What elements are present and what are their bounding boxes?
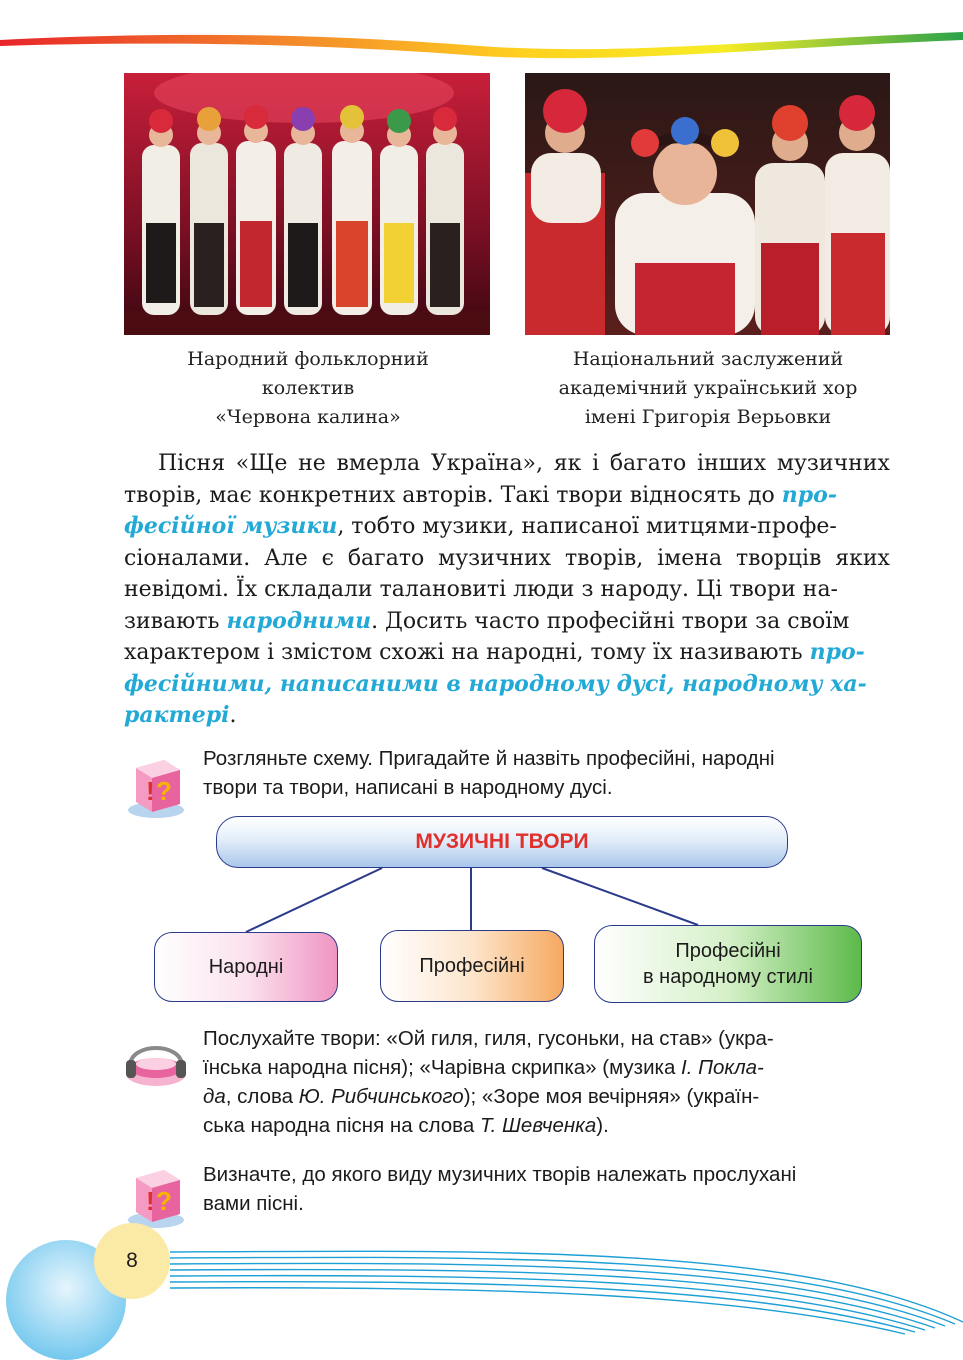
node-line: Професійні bbox=[675, 940, 781, 962]
paragraph-line bbox=[124, 606, 890, 638]
word: Україна», bbox=[430, 451, 544, 476]
paragraph-line bbox=[124, 543, 890, 575]
task-line bbox=[203, 1053, 893, 1082]
term-folk-style: про- bbox=[809, 639, 865, 665]
paragraph-line bbox=[124, 669, 890, 701]
task-look-at-scheme bbox=[203, 744, 893, 802]
word: є bbox=[321, 545, 334, 571]
word: імена bbox=[657, 545, 723, 571]
caption-left-line: Народний фольклорний bbox=[187, 348, 429, 370]
svg-text:!: ! bbox=[146, 776, 155, 806]
scheme-node-folk: Народні bbox=[154, 932, 338, 1002]
text: , тобто музики, написаної митцями-профе- bbox=[337, 514, 837, 539]
task-listen bbox=[203, 1024, 893, 1140]
word: вмерла bbox=[336, 451, 421, 476]
paragraph-line bbox=[124, 700, 890, 732]
paragraph-line bbox=[124, 448, 890, 480]
headphones-icon bbox=[124, 1030, 188, 1100]
text: , слова bbox=[225, 1085, 299, 1108]
word: багато bbox=[609, 451, 687, 476]
term-professional-music: про- bbox=[781, 481, 837, 508]
word: і bbox=[592, 451, 600, 476]
caption-left-line: «Червона калина» bbox=[215, 406, 401, 428]
word: яких bbox=[835, 545, 890, 571]
caption-right-line: Національний заслужений bbox=[572, 348, 844, 370]
task-line: твори та твори, написані в народному дусі. bbox=[203, 776, 613, 799]
text: . Досить часто професійні твори за своїм bbox=[371, 608, 850, 634]
task-line: Послухайте твори: «Ой гиля, гиля, гусоньки, на став» (укра- bbox=[203, 1027, 774, 1050]
node-line: в народному стилі bbox=[643, 966, 813, 988]
word: не bbox=[298, 451, 326, 476]
paragraph-line: невідомі. Їх складали талановиті люди з народу. Ці твори на- bbox=[124, 577, 838, 602]
text: ська народна пісня на слова bbox=[203, 1114, 480, 1137]
page-number: 8 bbox=[126, 1249, 138, 1272]
caption-right-line: імені Григорія Верьовки bbox=[584, 406, 832, 428]
scheme-node-professional-folk-style bbox=[594, 925, 862, 1003]
word: як bbox=[553, 451, 582, 476]
photo-veryovka-choir bbox=[525, 73, 890, 335]
word: Але bbox=[264, 545, 308, 571]
word: сіоналами. bbox=[124, 545, 251, 571]
term-folk: народними bbox=[226, 607, 372, 634]
text: творів, має конкретних авторів. Такі твори відносять до bbox=[124, 482, 782, 508]
top-rainbow-band bbox=[0, 0, 963, 60]
task-line bbox=[203, 1082, 893, 1111]
photo-chervona-kalyna bbox=[124, 73, 490, 335]
word: багато bbox=[347, 545, 425, 571]
word: «Ще bbox=[235, 451, 288, 476]
text: зивають bbox=[124, 608, 227, 634]
paragraph-line bbox=[124, 480, 890, 512]
paragraph-line bbox=[124, 637, 890, 669]
question-cube-icon bbox=[124, 750, 188, 820]
text: ); «Зоре моя вечірняя» (україн- bbox=[463, 1085, 760, 1108]
word: Пісня bbox=[158, 451, 226, 476]
svg-text:?: ? bbox=[156, 776, 172, 806]
word: творців bbox=[735, 545, 822, 571]
composer-name: І. Поклa- bbox=[681, 1056, 764, 1079]
term-folk-style: фесійними, написаними в народному дусі, народному ха- bbox=[124, 670, 867, 697]
task-line: вами пісні. bbox=[203, 1192, 304, 1215]
main-paragraph bbox=[124, 448, 890, 732]
task-line: Розгляньте схему. Пригадайте й назвіть професійні, народні bbox=[203, 747, 775, 770]
word: інших bbox=[696, 451, 767, 476]
word: творів, bbox=[564, 545, 644, 571]
task-line: Визначте, до якого виду музичних творів належать прослухані bbox=[203, 1163, 797, 1186]
poet-name: Т. Шевченка bbox=[479, 1114, 597, 1137]
scheme-node-professional: Професійні bbox=[380, 930, 564, 1002]
caption-right bbox=[518, 345, 898, 432]
text: ). bbox=[596, 1114, 609, 1137]
svg-text:?: ? bbox=[156, 1186, 172, 1216]
svg-text:!: ! bbox=[146, 1186, 155, 1216]
caption-left bbox=[118, 345, 498, 432]
text: характером і змістом схожі на народні, тому їх називають bbox=[124, 640, 810, 665]
caption-right-line: академічний український хор bbox=[558, 377, 858, 399]
word: музичних bbox=[776, 451, 890, 476]
composer-name: да bbox=[203, 1085, 226, 1108]
word: музичних bbox=[438, 545, 552, 571]
term-professional-music: фесійної музики bbox=[124, 513, 338, 539]
lyricist-name: Ю. Рибчинського bbox=[298, 1085, 464, 1108]
term-folk-style: рактері bbox=[124, 702, 230, 728]
task-line bbox=[203, 1111, 893, 1140]
paragraph-line bbox=[124, 511, 890, 543]
text: . bbox=[229, 703, 237, 728]
text: їнська народна пісня); «Чарівна скрипка» (музика bbox=[203, 1056, 682, 1079]
music-works-scheme bbox=[150, 814, 866, 1006]
scheme-root-music-works: МУЗИЧНІ ТВОРИ bbox=[216, 816, 788, 868]
caption-left-line: колектив bbox=[261, 377, 355, 399]
